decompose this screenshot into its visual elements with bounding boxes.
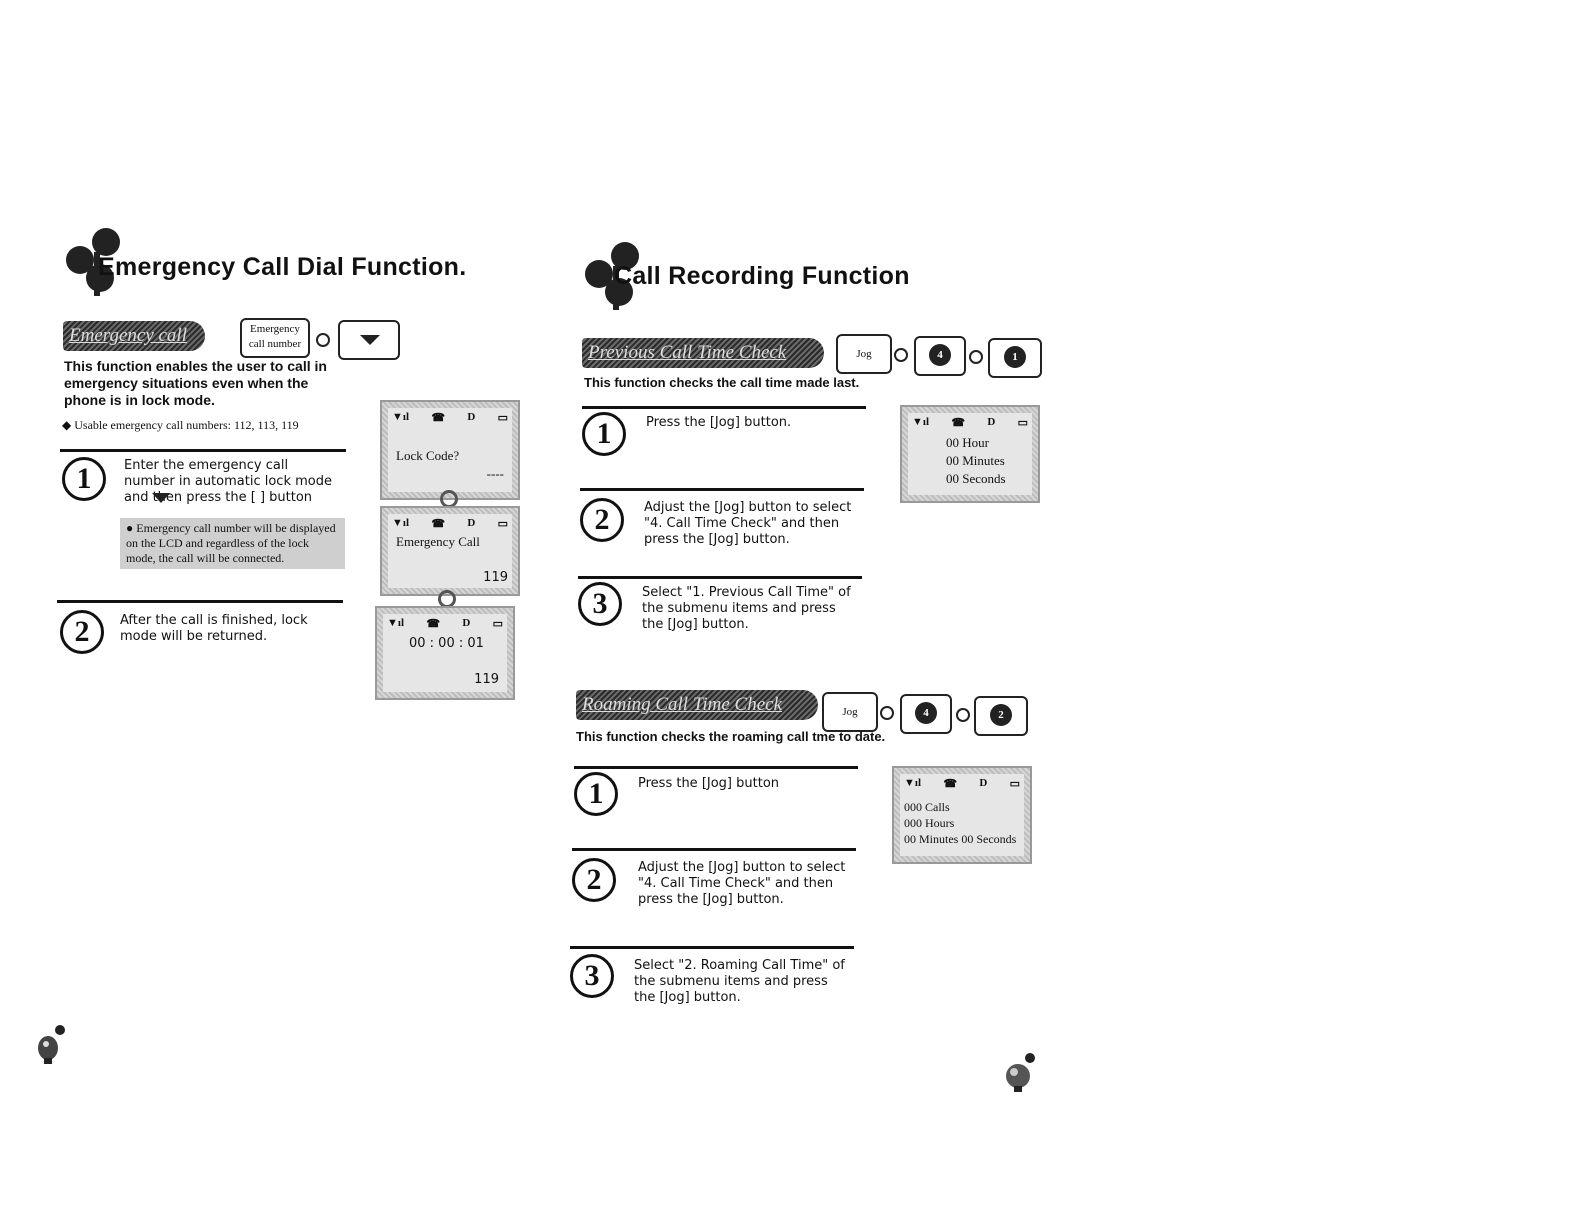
emergency-call-banner: Emergency call: [63, 321, 205, 351]
divider: [580, 488, 864, 491]
lcd-line: 000 Hours: [904, 816, 955, 830]
signal-icon: ▼ıl: [904, 777, 921, 789]
divider: [578, 576, 862, 579]
step-number: 3: [570, 954, 614, 998]
lcd-line: Lock Code?: [396, 448, 460, 463]
key-4: [914, 336, 966, 376]
key-4-label: 4: [915, 702, 937, 724]
lcd-line: 00 Seconds: [946, 471, 1006, 486]
page-title-emergency: Emergency Call Dial Function.: [98, 253, 467, 281]
send-arrow-icon: [360, 335, 380, 345]
step-text: Press the [Jog] button: [638, 776, 780, 791]
lcd-screen-call-timer: [375, 606, 515, 700]
lcd-line: 00 Minutes: [946, 453, 1005, 468]
status-bar: [387, 617, 503, 631]
divider: [572, 848, 856, 851]
d-icon: D: [987, 416, 996, 428]
step-text: Enter the emergency call number in automatic lock mode and then press the [ ] button: [124, 458, 332, 505]
divider: [60, 449, 346, 452]
battery-icon: ▭: [1009, 778, 1020, 790]
lcd-line: 00 : 00 : 01: [409, 636, 484, 651]
lcd-line: 119: [474, 672, 499, 687]
step-number: 2: [580, 498, 624, 542]
jog-key-label: Jog: [856, 348, 872, 360]
diamond-icon: ◆: [62, 418, 75, 432]
then-icon: [956, 708, 970, 722]
key-1-label: 1: [1004, 346, 1026, 368]
then-icon: [316, 333, 330, 347]
lcd-line: 00 Hour: [946, 435, 989, 450]
emergency-number-key: [240, 318, 310, 358]
phone-icon: ☎: [426, 618, 441, 630]
step-text: Select "2. Roaming Call Time" of the submenu items and press the [Jog] button.: [634, 958, 845, 1005]
divider: [582, 406, 866, 409]
key-4: [900, 694, 952, 734]
phone-icon: ☎: [431, 518, 446, 530]
emergency-description: This function enables the user to call in emergency situations even when the phone is in lock mode.: [64, 358, 327, 408]
signal-icon: ▼ıl: [387, 617, 404, 629]
key-4-label: 4: [929, 344, 951, 366]
previous-call-time-banner: Previous Call Time Check: [582, 338, 824, 368]
then-icon: [880, 706, 894, 720]
status-bar: [392, 411, 508, 425]
d-icon: D: [467, 517, 476, 529]
lcd-screen-emergency-call: [380, 506, 520, 596]
step-text: Select "1. Previous Call Time" of the submenu items and press the [Jog] button.: [642, 585, 851, 632]
phone-icon: ☎: [943, 778, 958, 790]
mascot-icon: [1000, 1050, 1040, 1094]
usable-numbers-text: Usable emergency call numbers: 112, 113, 119: [74, 418, 299, 432]
step-text: Adjust the [Jog] button to select "4. Call Time Check" and then press the [Jog] button.: [644, 500, 852, 547]
d-icon: D: [979, 777, 988, 789]
phone-icon: ☎: [951, 417, 966, 429]
roaming-call-time-banner: Roaming Call Time Check: [576, 690, 818, 720]
send-key: [338, 320, 400, 360]
roaming-description: This function checks the roaming call tme to date.: [576, 729, 886, 744]
note-text: Emergency call number will be displayed on the LCD and regardless of the lock mode, the call will be connected.: [126, 521, 336, 565]
jog-key: [822, 692, 878, 732]
lcd-line: ----: [486, 466, 504, 481]
step-text: Press the [Jog] button.: [646, 415, 792, 430]
divider: [57, 600, 343, 603]
lcd-line: Emergency Call: [396, 534, 480, 549]
status-bar: [392, 517, 508, 531]
step-number: 3: [578, 582, 622, 626]
d-icon: D: [467, 411, 476, 423]
emergency-number-key-label: Emergency call number: [248, 323, 302, 350]
lcd-screen-previous-call-time: [900, 405, 1040, 503]
key-2-label: 2: [990, 704, 1012, 726]
page-title-call-recording: Call Recording Function: [614, 262, 910, 290]
previous-description: This function checks the call time made last.: [584, 375, 860, 390]
jog-key-label: Jog: [842, 706, 858, 718]
step-text: After the call is finished, lock mode will be returned.: [120, 613, 308, 644]
battery-icon: ▭: [492, 618, 503, 630]
divider: [574, 766, 858, 769]
send-arrow-icon: [152, 493, 170, 503]
lcd-line: 000 Calls: [904, 800, 950, 814]
signal-icon: ▼ıl: [392, 517, 409, 529]
mascot-icon: [34, 1022, 70, 1066]
battery-icon: ▭: [497, 518, 508, 530]
lcd-screen-roaming-call-time: [892, 766, 1032, 864]
step-number: 1: [582, 412, 626, 456]
status-bar: [912, 416, 1028, 430]
lcd-line: 00 Minutes 00 Seconds: [904, 832, 1017, 846]
step-number: 1: [574, 772, 618, 816]
step-number: 1: [62, 457, 106, 501]
key-2: [974, 696, 1028, 736]
battery-icon: ▭: [497, 412, 508, 424]
divider: [570, 946, 854, 949]
then-icon: [969, 350, 983, 364]
battery-icon: ▭: [1017, 417, 1028, 429]
signal-icon: ▼ıl: [392, 411, 409, 423]
step-number: 2: [572, 858, 616, 902]
lcd-line: 119: [483, 570, 508, 585]
then-icon: [894, 348, 908, 362]
step-text: Adjust the [Jog] button to select "4. Call Time Check" and then press the [Jog] button.: [638, 860, 846, 907]
lcd-screen-lock-code: [380, 400, 520, 500]
jog-key: [836, 334, 892, 374]
phone-icon: ☎: [431, 412, 446, 424]
d-icon: D: [462, 617, 471, 629]
bullet-icon: ●: [126, 521, 137, 535]
key-1: [988, 338, 1042, 378]
status-bar: [904, 777, 1020, 791]
note-box: [120, 518, 345, 569]
step-number: 2: [60, 610, 104, 654]
usable-numbers: [62, 418, 299, 433]
signal-icon: ▼ıl: [912, 416, 929, 428]
